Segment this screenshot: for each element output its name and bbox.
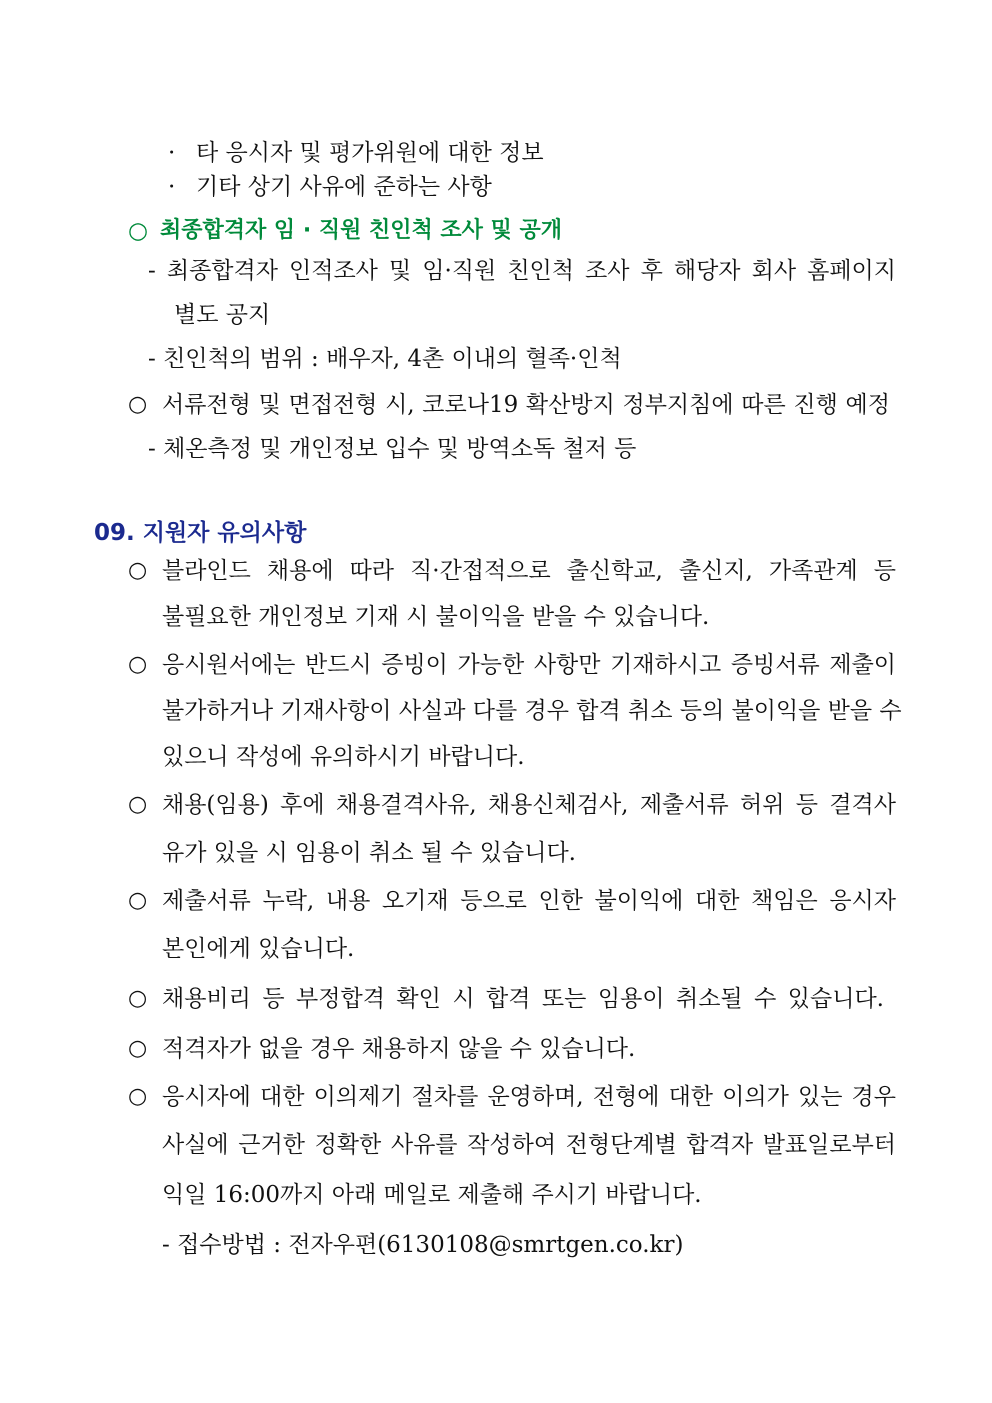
circle-bullet-icon: ○ xyxy=(128,558,148,583)
circle-bullet-icon: ○ xyxy=(128,792,148,817)
section-title: 09. 지원자 유의사항 xyxy=(94,520,307,546)
disclosure-sub2: - 친인척의 범위 : 배우자, 4촌 이내의 혈족·인척 xyxy=(148,346,622,372)
covid-sub: - 체온측정 및 개인정보 입수 및 방역소독 철저 등 xyxy=(148,436,637,462)
notice-item-line: 제출서류 누락, 내용 오기재 등으로 인한 불이익에 대한 책임은 응시자 xyxy=(162,888,896,914)
list-item-text: 타 응시자 및 평가위원에 대한 정보 xyxy=(196,140,544,166)
list-marker: · xyxy=(168,140,176,166)
notice-item-line: 익일 16:00까지 아래 메일로 제출해 주시기 바랍니다. xyxy=(162,1182,702,1208)
circle-bullet-icon: ○ xyxy=(128,888,148,913)
notice-item-line: 불필요한 개인정보 기재 시 불이익을 받을 수 있습니다. xyxy=(162,604,710,630)
circle-bullet-icon: ○ xyxy=(128,392,148,417)
submission-method: - 접수방법 : 전자우편(6130108@smrtgen.co.kr) xyxy=(162,1232,684,1258)
list-marker: · xyxy=(168,174,176,200)
notice-item-line: 사실에 근거한 정확한 사유를 작성하여 전형단계별 합격자 발표일로부터 xyxy=(162,1132,896,1158)
circle-bullet-icon: ○ xyxy=(128,986,148,1011)
notice-item-line: 블라인드 채용에 따라 직·간접적으로 출신학교, 출신지, 가족관계 등 xyxy=(162,558,896,584)
disclosure-sub1-line2: 별도 공지 xyxy=(174,302,271,328)
disclosure-heading: 최종합격자 임 · 직원 친인척 조사 및 공개 xyxy=(160,218,563,243)
circle-bullet-icon: ○ xyxy=(128,1084,148,1109)
circle-bullet-icon: ○ xyxy=(128,1036,148,1061)
notice-item-line: 본인에게 있습니다. xyxy=(162,936,355,962)
covid-text: 서류전형 및 면접전형 시, 코로나19 확산방지 정부지침에 따른 진행 예정 xyxy=(162,392,890,418)
notice-item-line: 채용비리 등 부정합격 확인 시 합격 또는 임용이 취소될 수 있습니다. xyxy=(162,986,884,1012)
notice-item-line: 적격자가 없을 경우 채용하지 않을 수 있습니다. xyxy=(162,1036,636,1062)
notice-item-line: 있으니 작성에 유의하시기 바랍니다. xyxy=(162,744,525,770)
notice-item-line: 응시원서에는 반드시 증빙이 가능한 사항만 기재하시고 증빙서류 제출이 xyxy=(162,652,896,678)
list-item-text: 기타 상기 사유에 준하는 사항 xyxy=(196,174,492,200)
disclosure-sub1-line1: - 최종합격자 인적조사 및 임·직원 친인척 조사 후 해당자 회사 홈페이지 xyxy=(148,258,896,284)
notice-item-line: 응시자에 대한 이의제기 절차를 운영하며, 전형에 대한 이의가 있는 경우 xyxy=(162,1084,896,1110)
notice-item-line: 유가 있을 시 임용이 취소 될 수 있습니다. xyxy=(162,840,576,866)
circle-bullet-icon: ○ xyxy=(128,218,149,244)
notice-item-line: 불가하거나 기재사항이 사실과 다를 경우 합격 취소 등의 불이익을 받을 수 xyxy=(162,698,902,724)
notice-item-line: 채용(임용) 후에 채용결격사유, 채용신체검사, 제출서류 허위 등 결격사 xyxy=(162,792,896,818)
circle-bullet-icon: ○ xyxy=(128,652,148,677)
